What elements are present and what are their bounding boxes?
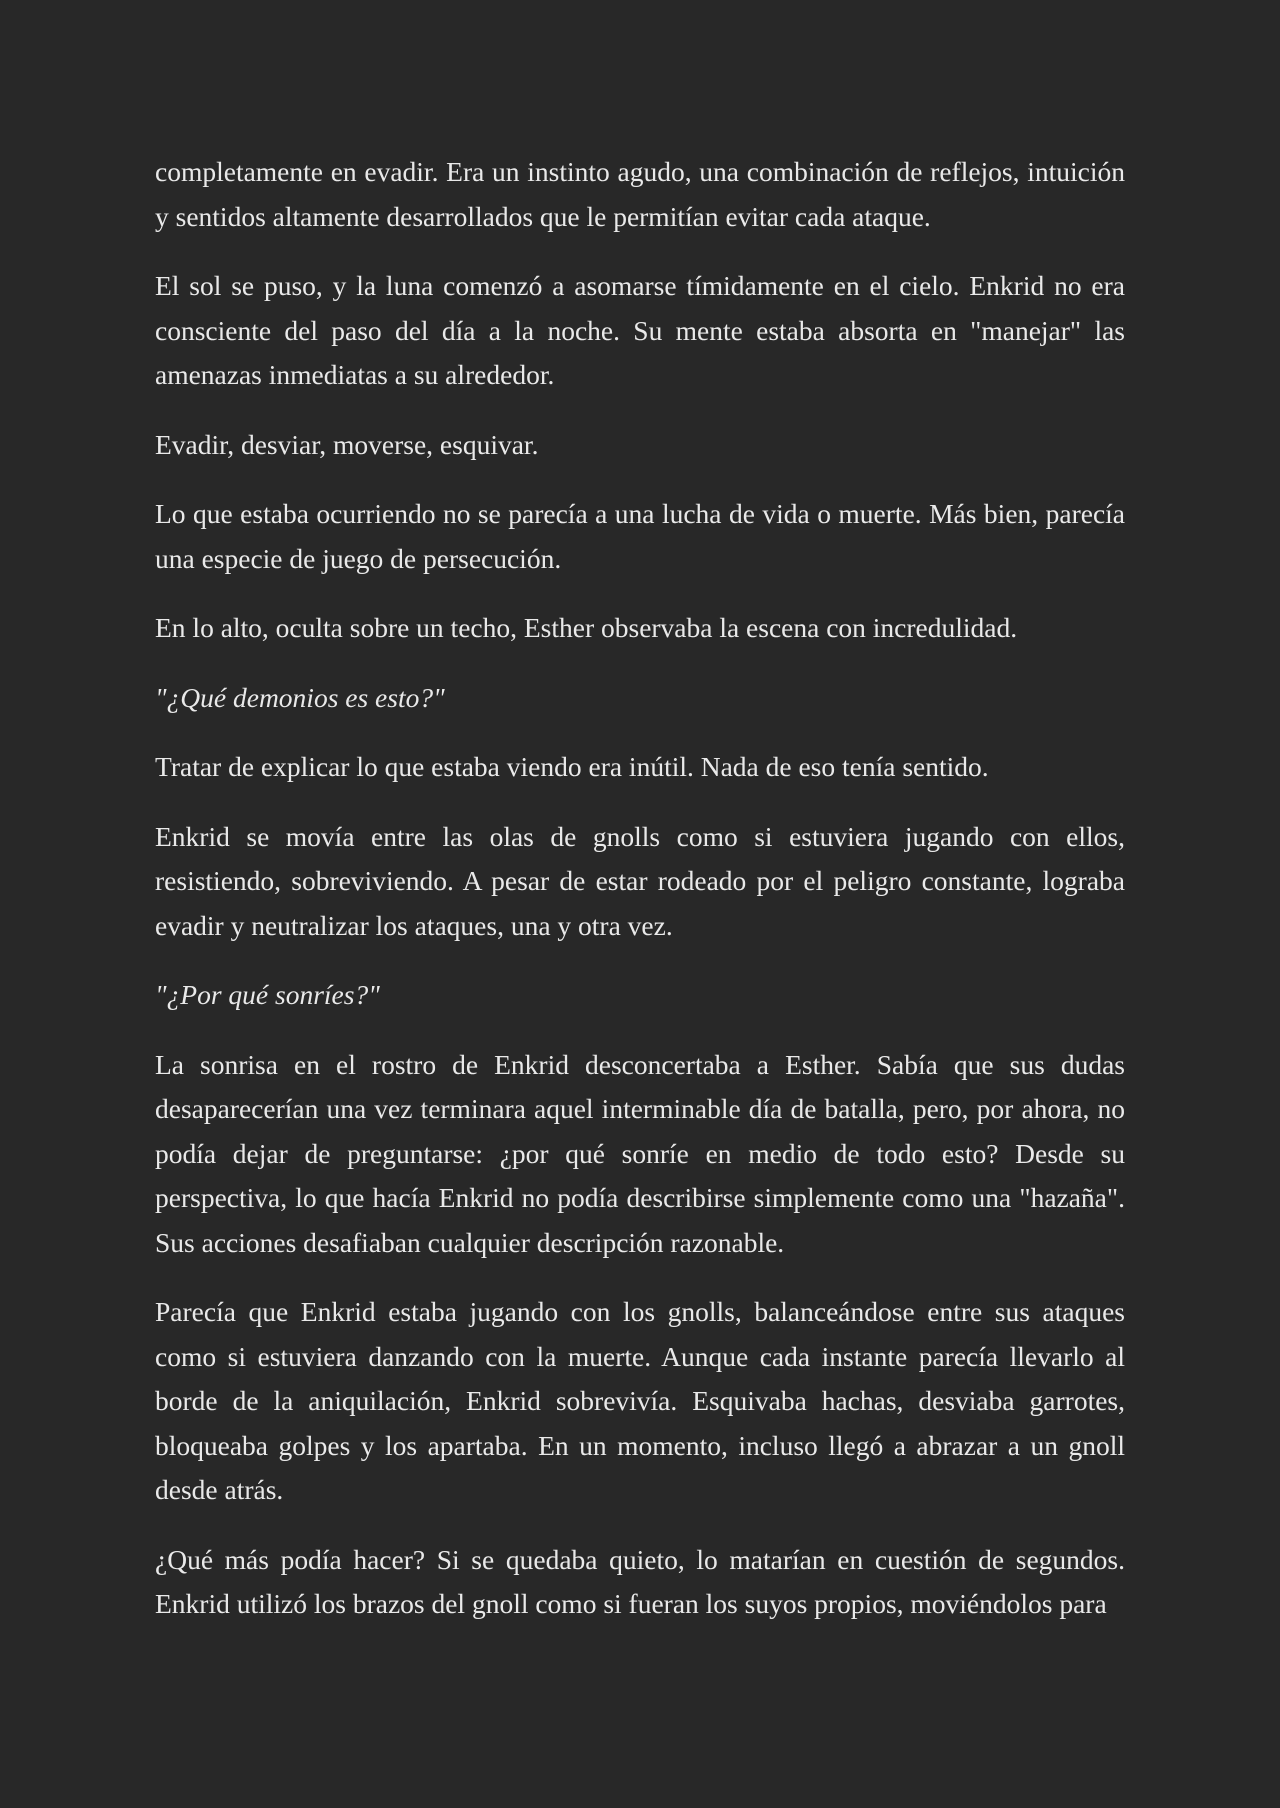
dialog-line: "¿Qué demonios es esto?" xyxy=(155,681,445,713)
text-body xyxy=(155,150,1125,1652)
paragraph: Parecía que Enkrid estaba jugando con los gnolls, balanceándose entre sus ataques como si estuviera danzando con la muerte. Aunque cada instante parecía llevarlo al borde de la aniquilación, Enkrid sobrevivía. Esquivaba hachas, desviaba garrotes, bloqueaba golpes y los apartaba. En un momento, incluso llegó a abrazar a un gnoll desde atrás. xyxy=(155,1296,1125,1505)
paragraph: Tratar de explicar lo que estaba viendo era inútil. Nada de eso tenía sentido. xyxy=(155,751,989,782)
paragraph: ¿Qué más podía hacer? Si se quedaba quieto, lo matarían en cuestión de segundos. Enkrid utilizó los brazos del gnoll como si fueran los suyos propios, moviéndolos para xyxy=(155,1543,1125,1619)
paragraph: completamente en evadir. Era un instinto agudo, una combinación de reflejos, intuición y sentidos altamente desarrollados que le permitían evitar cada ataque. xyxy=(155,156,1125,232)
paragraph: En lo alto, oculta sobre un techo, Esther observaba la escena con incredulidad. xyxy=(155,612,1018,643)
paragraph: El sol se puso, y la luna comenzó a asomarse tímidamente en el cielo. Enkrid no era consciente del paso del día a la noche. Su mente estaba absorta en "manejar" las amenazas inmediatas a su alrededor. xyxy=(155,270,1125,390)
paragraph: Enkrid se movía entre las olas de gnolls como si estuviera jugando con ellos, resistiendo, sobreviviendo. A pesar de estar rodeado por el peligro constante, lograba evadir y neutralizar los ataques, una y otra vez. xyxy=(155,820,1125,941)
paragraph: Evadir, desviar, moverse, esquivar. xyxy=(155,428,539,460)
dialog-line: "¿Por qué sonríes?" xyxy=(155,979,380,1010)
paragraph: Lo que estaba ocurriendo no se parecía a una lucha de vida o muerte. Más bien, parecía una especie de juego de persecución. xyxy=(155,498,1125,574)
paragraph: La sonrisa en el rostro de Enkrid desconcertaba a Esther. Sabía que sus dudas desaparecerían una vez terminara aquel interminable día de batalla, pero, por ahora, no podía dejar de preguntarse: ¿por qué sonríe en medio de todo esto? Desde su perspectiva, lo que hacía Enkrid no podía describirse simplemente como una "hazaña". Sus acciones desafiaban cualquier descripción razonable. xyxy=(155,1048,1125,1258)
